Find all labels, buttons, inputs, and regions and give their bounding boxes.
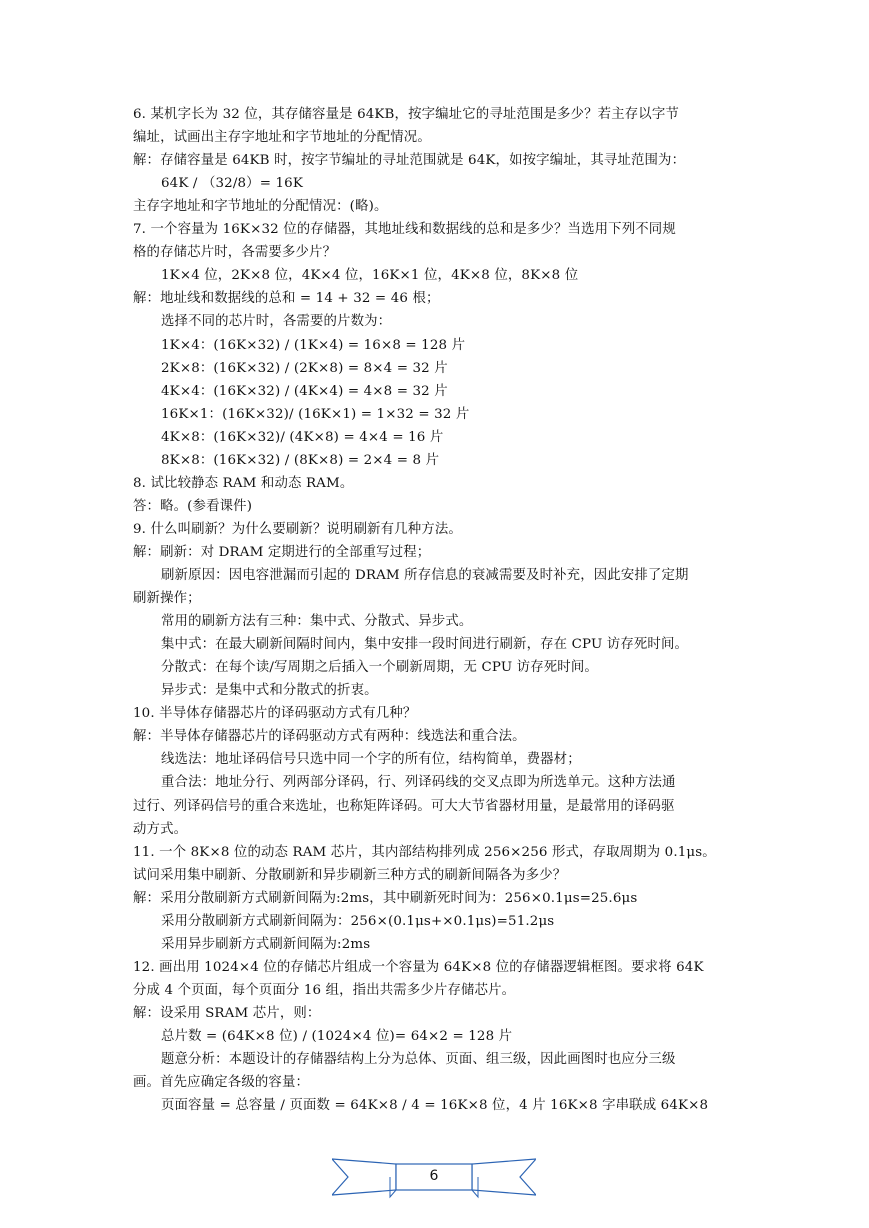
text-line: 8. 试比较静态 RAM 和动态 RAM。 [133,476,354,491]
text-line: 异步式：是集中式和分散式的折衷。 [161,683,378,698]
banner-right-ribbon [472,1159,536,1195]
text-line: 选择不同的芯片时，各需要的片数为： [161,314,392,329]
text-line: 刷新原因：因电容泄漏而引起的 DRAM 所存信息的衰减需要及时补充，因此安排了定期 [161,568,689,583]
text-line: 分成 4 个页面，每个页面分 16 组，指出共需多少片存储芯片。 [133,983,516,998]
text-line: 编址，试画出主存字地址和字节地址的分配情况。 [133,130,431,145]
text-line: 11. 一个 8K×8 位的动态 RAM 芯片，其内部结构排列成 256×256 形式，存取周期为 0.1μs。 [133,845,716,860]
text-line: 刷新操作； [133,591,201,606]
text-line: 画。首先应确定各级的容量： [133,1075,310,1090]
text-line: 1K×4 位，2K×8 位，4K×4 位，16K×1 位，4K×8 位，8K×8 位 [161,268,579,283]
text-line: 解：刷新：对 DRAM 定期进行的全部重写过程； [133,545,431,560]
text-line: 2K×8：(16K×32) / (2K×8) = 8×4 = 32 片 [161,361,448,376]
text-line: 常用的刷新方法有三种：集中式、分散式、异步式。 [161,614,473,629]
text-line: 解：设采用 SRAM 芯片，则： [133,1006,321,1021]
text-line: 4K×8：(16K×32)/ (4K×8) = 4×4 = 16 片 [161,430,444,445]
text-line: 解：半导体存储器芯片的译码驱动方式有两种：线选法和重合法。 [133,729,526,744]
text-line: 10. 半导体存储器芯片的译码驱动方式有几种？ [133,706,417,721]
text-line: 集中式：在最大刷新间隔时间内，集中安排一段时间进行刷新，存在 CPU 访存死时间。 [161,637,689,652]
text-line: 7. 一个容量为 16K×32 位的存储器，其地址线和数据线的总和是多少？当选用下列不同规 [133,222,676,237]
text-line: 主存字地址和字节地址的分配情况：(略)。 [133,199,388,214]
text-line: 答：略。(参看课件) [133,499,253,514]
text-line: 题意分析：本题设计的存储器结构上分为总体、页面、组三级，因此画图时也应分三级 [161,1052,676,1067]
text-line: 4K×4：(16K×32) / (4K×4) = 4×8 = 32 片 [161,384,448,399]
text-line: 总片数 = (64K×8 位) / (1024×4 位)= 64×2 = 128 片 [161,1029,513,1044]
text-line: 12. 画出用 1024×4 位的存储芯片组成一个容量为 64K×8 位的存储器逻辑框图。要求将 64K [133,960,704,975]
text-line: 重合法：地址分行、列两部分译码，行、列译码线的交叉点即为所选单元。这种方法通 [161,775,676,790]
text-line: 采用分散刷新方式刷新间隔为：256×(0.1μs+×0.1μs)=51.2μs [161,914,555,929]
text-line: 8K×8：(16K×32) / (8K×8) = 2×4 = 8 片 [161,453,440,468]
text-line: 分散式：在每个读/写周期之后插入一个刷新周期，无 CPU 访存死时间。 [161,660,598,675]
text-line: 解：采用分散刷新方式刷新间隔为:2ms，其中刷新死时间为：256×0.1μs=25.6μs [133,891,638,906]
text-line: 9. 什么叫刷新？为什么要刷新？说明刷新有几种方法。 [133,522,462,537]
text-line: 采用异步刷新方式刷新间隔为:2ms [161,937,371,952]
text-line: 线选法：地址译码信号只选中同一个字的所有位，结构简单，费器材； [161,752,581,767]
text-line: 格的存储芯片时，各需要多少片？ [133,245,337,260]
text-line: 16K×1：(16K×32)/ (16K×1) = 1×32 = 32 片 [161,407,470,422]
text-line: 6. 某机字长为 32 位，其存储容量是 64KB，按字编址它的寻址范围是多少？若主存以字节 [133,107,679,122]
text-line: 解：存储容量是 64KB 时，按字节编址的寻址范围就是 64K，如按字编址，其寻址范围为： [133,153,686,168]
text-line: 解：地址线和数据线的总和 = 14 + 32 = 46 根； [133,291,440,306]
text-line: 过行、列译码信号的重合来选址，也称矩阵译码。可大大节省器材用量，是最常用的译码驱 [133,799,675,814]
text-line: 1K×4：(16K×32) / (1K×4) = 16×8 = 128 片 [161,338,466,353]
banner-left-ribbon [332,1159,396,1195]
text-line: 动方式。 [133,822,188,837]
text-line: 试问采用集中刷新、分散刷新和异步刷新三种方式的刷新间隔各为多少？ [133,868,567,883]
text-line: 64K / （32/8）= 16K [161,176,303,191]
page-number: 6 [429,1168,439,1184]
text-line: 页面容量 = 总容量 / 页面数 = 64K×8 / 4 = 16K×8 位，4 片 16K×8 字串联成 64K×8 [161,1098,709,1113]
